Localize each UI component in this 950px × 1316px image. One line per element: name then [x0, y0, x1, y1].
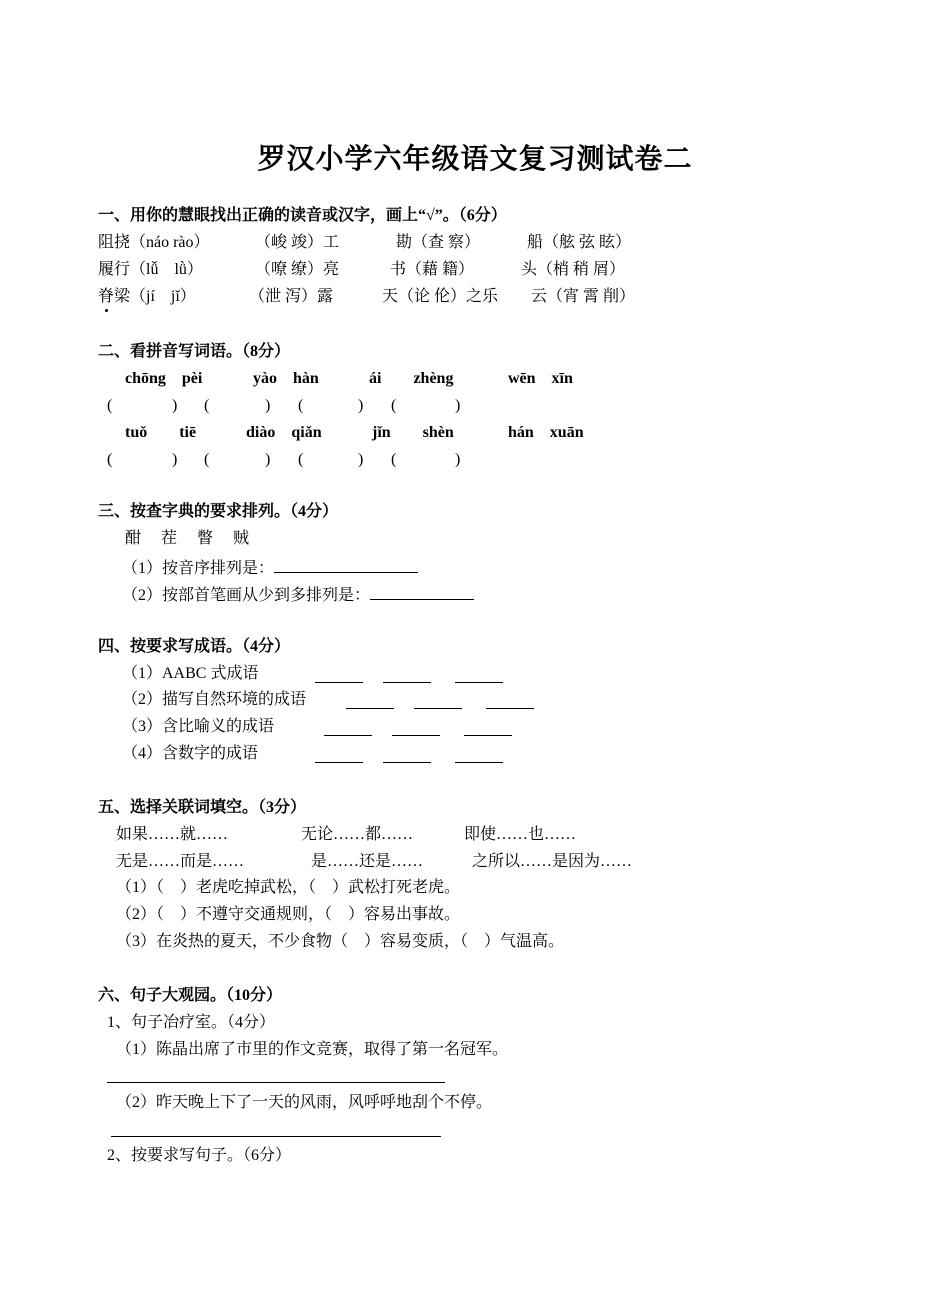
pinyin-3: ái zhèng: [369, 370, 454, 387]
conjunction-1: 如果……就……: [116, 826, 229, 843]
s1-row1-col3: 勘（查 察）: [396, 234, 481, 251]
s1-row3-col4: 云（宵 霄 削）: [531, 288, 636, 305]
answer-blank[interactable]: [346, 708, 394, 709]
answer-blank[interactable]: [455, 762, 503, 763]
answer-paren-close: ): [358, 451, 364, 468]
s3-question-1-text: （1）按音序排列是：: [122, 560, 275, 577]
answer-blank[interactable]: [392, 735, 440, 736]
answer-blank[interactable]: [315, 682, 363, 683]
s6-sentence-1: （1）陈晶出席了市里的作文竞赛，取得了第一名冠军。: [116, 1041, 509, 1058]
answer-blank[interactable]: [414, 708, 462, 709]
pinyin-2: yào hàn: [253, 370, 319, 387]
conjunction-5: 是……还是……: [311, 853, 424, 870]
s4-item-2: （2）描写自然环境的成语: [122, 691, 307, 708]
answer-blank[interactable]: [383, 682, 431, 683]
answer-paren-close: ): [172, 397, 178, 414]
s4-item-3: （3）含比喻义的成语: [122, 718, 275, 735]
answer-paren-open: (: [391, 451, 397, 468]
conjunction-2: 无论……都……: [301, 826, 414, 843]
answer-paren-close: ): [265, 397, 271, 414]
answer-paren-open: (: [204, 397, 210, 414]
answer-blank[interactable]: [464, 735, 512, 736]
answer-blank[interactable]: [455, 682, 503, 683]
answer-paren-close: ): [172, 451, 178, 468]
conjunction-3: 即使……也……: [464, 826, 577, 843]
answer-blank[interactable]: [383, 762, 431, 763]
answer-paren-close: ): [265, 451, 271, 468]
section-1-heading: 一、用你的慧眼找出正确的读音或汉字，画上“√”。（6分）: [98, 207, 507, 224]
answer-paren-close: ): [455, 397, 461, 414]
section-4-heading: 四、按要求写成语。（4分）: [98, 638, 291, 655]
answer-paren-close: ): [455, 451, 461, 468]
s1-row2-col1: 履行（lǚ lǜ）: [98, 261, 203, 278]
answer-blank[interactable]: [315, 762, 363, 763]
s3-question-2: [122, 585, 474, 604]
section-2-heading: 二、看拼音写词语。（8分）: [98, 343, 291, 360]
pinyin-7: jǐn shèn: [372, 424, 454, 441]
answer-blank[interactable]: [324, 735, 372, 736]
conjunction-6: 之所以……是因为……: [472, 853, 633, 870]
s1-row2-col4: 头（梢 稍 屑）: [521, 261, 626, 278]
s1-row3-col1: [98, 289, 196, 305]
s3-question-1: [122, 558, 418, 577]
s4-item-1: （1）AABC 式成语: [122, 665, 259, 682]
answer-line[interactable]: [107, 1082, 445, 1083]
pinyin-8: hán xuān: [508, 424, 584, 441]
section-3-heading: 三、按查字典的要求排列。（4分）: [98, 503, 339, 520]
answer-paren-open: (: [298, 397, 304, 414]
s6-sentence-2: （2）昨天晚上下了一天的风雨，风呼呼地刮个不停。: [116, 1094, 493, 1111]
conjunction-4: 无是……而是……: [116, 853, 245, 870]
s1-row1-col4: 船（舷 弦 眩）: [527, 234, 632, 251]
answer-paren-open: (: [107, 451, 113, 468]
pinyin-6: diào qiǎn: [246, 424, 322, 441]
s1-row3-col2: （泄 泻）露: [249, 288, 334, 305]
answer-line[interactable]: [111, 1136, 441, 1137]
s5-question-2: （2）（ ）不遵守交通规则，（ ）容易出事故。: [116, 906, 461, 923]
s1-row1-col1: 阻挠（náo rào）: [98, 234, 210, 251]
answer-paren-open: (: [391, 397, 397, 414]
s6-subheading-2: 2、按要求写句子。（6分）: [107, 1147, 292, 1164]
s6-subheading-1: 1、句子冶疗室。（4分）: [107, 1014, 276, 1031]
s1-row1-col2: （峻 竣）工: [255, 234, 340, 251]
s1-row2-col2: （嘹 缭）亮: [255, 261, 340, 278]
pinyin-4: wēn xīn: [508, 370, 573, 387]
answer-paren-open: (: [298, 451, 304, 468]
answer-blank[interactable]: [486, 708, 534, 709]
pinyin-1: chōng pèi: [125, 370, 203, 387]
section-5-heading: 五、选择关联词填空。（3分）: [98, 799, 307, 816]
s1-row2-col3: 书（藉 籍）: [390, 261, 475, 278]
page-title: 罗汉小学六年级语文复习测试卷二: [257, 144, 693, 175]
s5-question-1: （1）（ ）老虎吃掉武松，（ ）武松打死老虎。: [116, 879, 461, 896]
answer-blank[interactable]: [274, 558, 418, 573]
s1-row3-col1-rest: 梁（jí jǐ）: [114, 288, 196, 305]
pinyin-5: tuǒ tiē: [125, 424, 197, 441]
dotted-char: 脊: [98, 288, 115, 305]
answer-blank[interactable]: [370, 585, 474, 600]
answer-paren-open: (: [107, 397, 113, 414]
section-6-heading: 六、句子大观园。（10分）: [98, 987, 283, 1004]
answer-paren-open: (: [204, 451, 210, 468]
s5-question-3: （3）在炎热的夏天，不少食物（ ）容易变质，（ ）气温高。: [116, 933, 565, 950]
answer-paren-close: ): [358, 397, 364, 414]
s1-row3-col3: 天（论 伦）之乐: [382, 288, 499, 305]
chars-to-sort: 酣 茬 瞥 贼: [125, 530, 250, 547]
s3-question-2-text: （2）按部首笔画从少到多排列是：: [122, 587, 371, 604]
s4-item-4: （4）含数字的成语: [122, 745, 259, 762]
